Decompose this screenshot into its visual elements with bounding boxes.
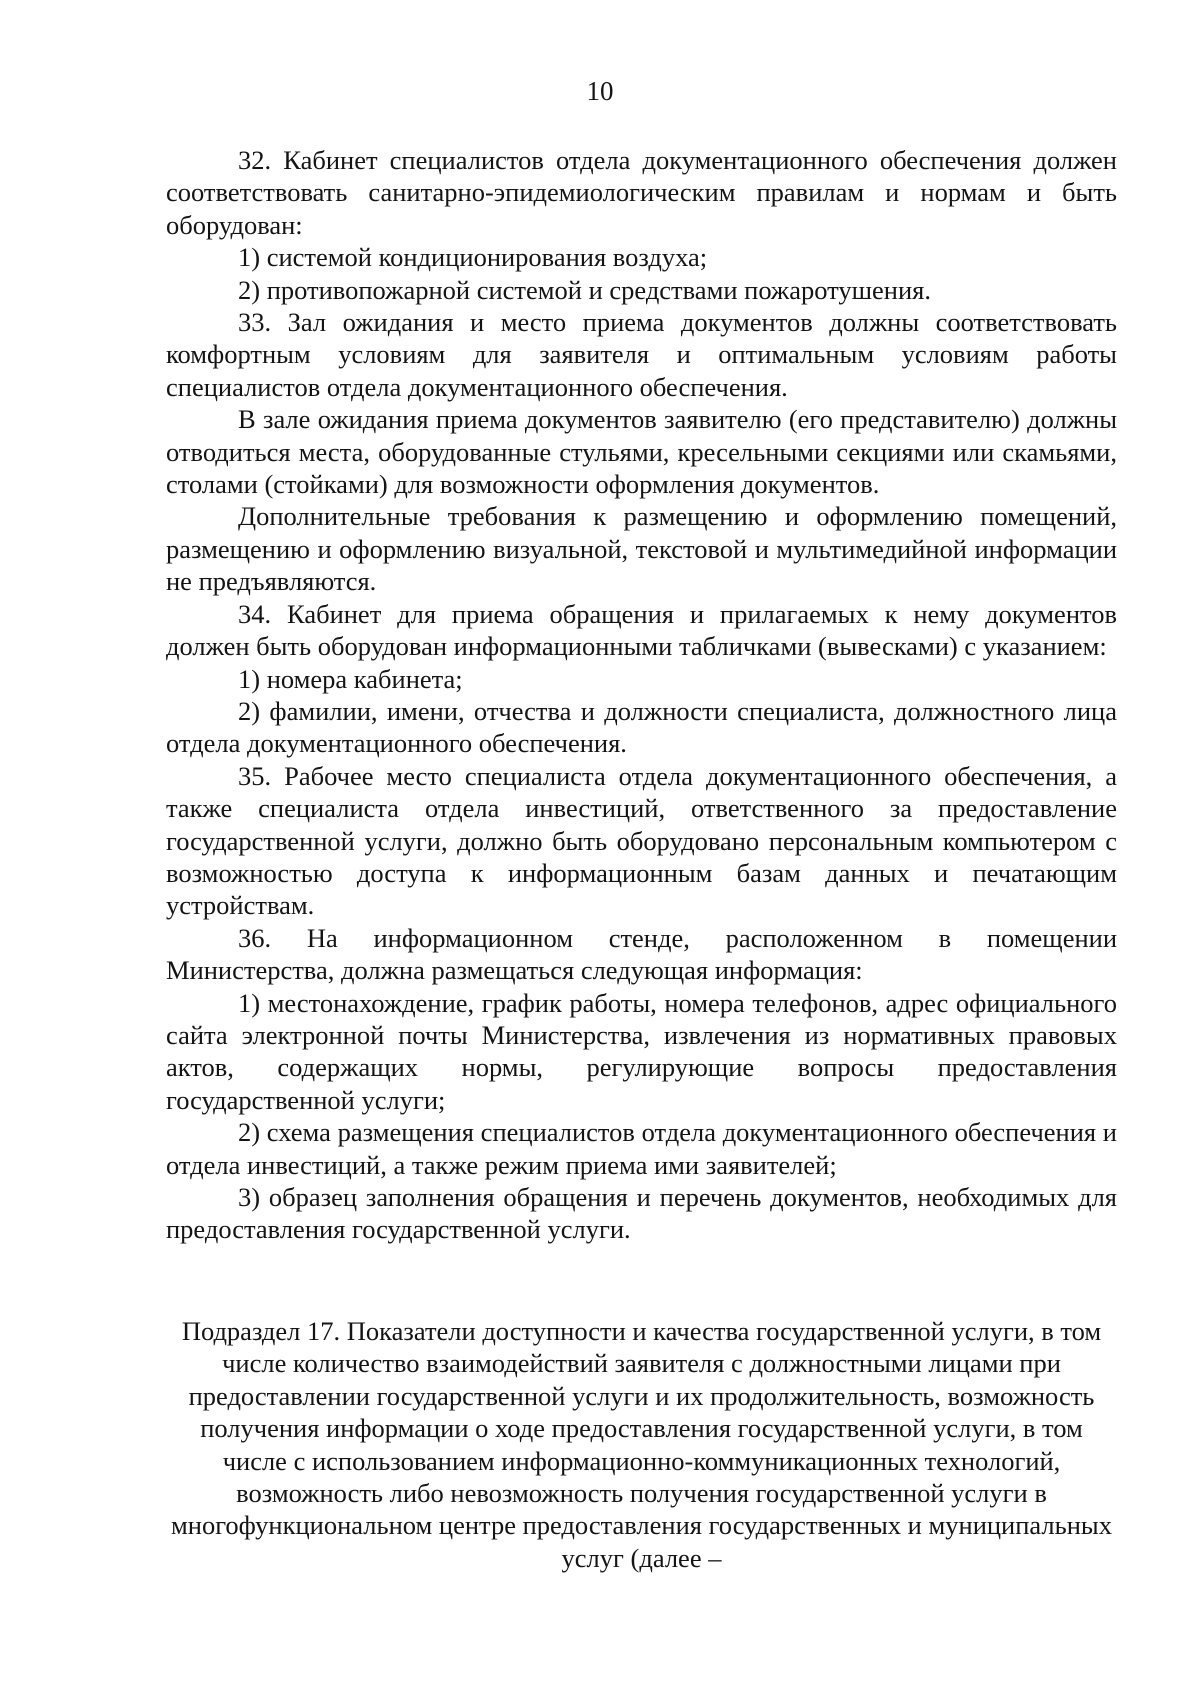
paragraph-36-item-3: 3) образец заполнения обращения и перечень документов, необходимых для предоставления государственной услуги. <box>166 1182 1117 1245</box>
paragraph-36-item-2: 2) схема размещения специалистов отдела документационного обеспечения и отдела инвестиций, а также режим приема ими заявителей; <box>166 1117 1117 1180</box>
paragraph-32: 32. Кабинет специалистов отдела документационного обеспечения должен соответствовать санитарно-эпидемиологическим правилам и нормам и быть оборудован: <box>166 145 1117 240</box>
paragraph-32-item-2: 2) противопожарной системой и средствами пожаротушения. <box>238 274 931 305</box>
paragraph-36-item-1: 1) местонахождение, график работы, номера телефонов, адрес официального сайта электронной почты Министерства, извлечения из нормативных правовых актов, содержащих нормы, регулирующие вопросы предоставления государственной услуги; <box>166 987 1117 1115</box>
paragraph-32-item-1: 1) системой кондиционирования воздуха; <box>238 242 708 273</box>
subsection-17-heading <box>166 1315 1117 1574</box>
subsection-heading-text: Подраздел 17. Показатели доступности и качества государственной услуги, в том числе количество взаимодействий заявителя с должностными лицами при предоставлении государственной услуги и их продолжительность, возможность получения информации о ходе предоставления государственной услуги, в том числе с использованием информационно-коммуникационных технологий, возможность либо невозможность получения государственной услуги в многофункциональном центре предоставления государственных и муниципальных услуг (далее – <box>171 1316 1112 1573</box>
paragraph-33: 33. Зал ожидания и место приема документов должны соответствовать комфортным условиям для заявителя и оптимальным условиям работы специалистов отдела документационного обеспечения. <box>166 307 1117 402</box>
page-number: 10 <box>586 76 614 106</box>
paragraph-33-additional-requirements: Дополнительные требования к размещению и оформлению помещений, размещению и оформлению визуальной, текстовой и мультимедийной информации не предъявляются. <box>166 501 1117 597</box>
paragraph-34-item-2: 2) фамилии, имени, отчества и должности специалиста, должностного лица отдела документационного обеспечения. <box>166 695 1117 759</box>
paragraph-33-waiting-hall: В зале ожидания приема документов заявителю (его представителю) должны отводиться места, оборудованные стульями, кресельными секциями или скамьями, столами (стойками) для возможности оформления документов. <box>166 404 1117 500</box>
paragraph-34-item-1: 1) номера кабинета; <box>238 663 463 694</box>
paragraph-35: 35. Рабочее место специалиста отдела документационного обеспечения, а также специалиста отдела инвестиций, ответственного за предоставление государственной услуги, должно быть оборудовано персональным компьютером с возможностью доступа к информационным базам данных и печатающим устройствам. <box>166 760 1117 921</box>
document-body <box>166 144 1117 1246</box>
paragraph-34: 34. Кабинет для приема обращения и прилагаемых к нему документов должен быть оборудован информационными табличками (вывесками) с указанием: <box>166 598 1117 662</box>
paragraph-36: 36. На информационном стенде, расположенном в помещении Министерства, должна размещаться следующая информация: <box>166 922 1117 986</box>
